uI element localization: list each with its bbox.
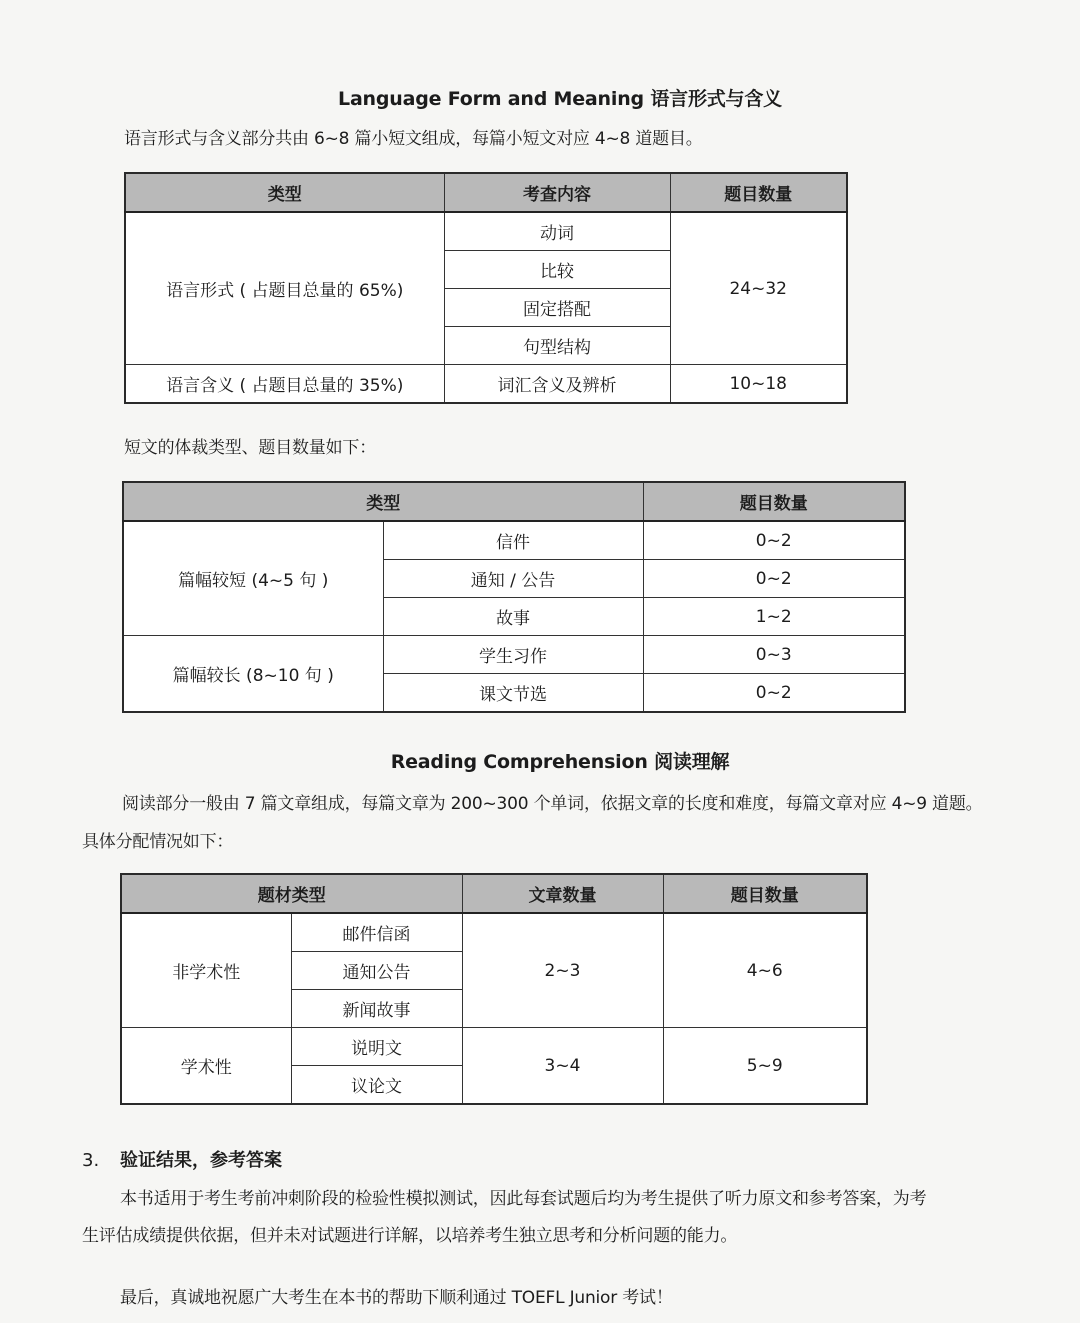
cell-genre: 课文节选: [383, 674, 643, 713]
table-header-row: [125, 173, 847, 212]
table-row: [123, 521, 905, 560]
cell-form-type: 语言形式 ( 占题目总量的 65%): [125, 212, 444, 365]
table-language-form-meaning: [124, 172, 848, 404]
section-number: 3.: [82, 1150, 100, 1171]
section-intro-language-form: 语言形式与含义部分共由 6~8 篇小短文组成，每篇小短文对应 4~8 道题目。: [124, 129, 703, 149]
section-title-language-form: Language Form and Meaning 语言形式与含义: [338, 88, 782, 110]
cell-meaning-count: 10~18: [670, 365, 847, 404]
cell-genre-item: 邮件信函: [291, 913, 462, 952]
cell-form-item: 比较: [444, 251, 670, 289]
genre-intro: 短文的体裁类型、题目数量如下：: [124, 438, 376, 458]
cell-academic-questions: 5~9: [663, 1028, 867, 1105]
header-questions: 题目数量: [663, 874, 867, 913]
table-genre-count: [122, 481, 906, 713]
cell-count: 0~2: [643, 521, 905, 560]
cell-genre: 通知 / 公告: [383, 560, 643, 598]
cell-academic-label: 学术性: [121, 1028, 291, 1105]
cell-nonacademic-questions: 4~6: [663, 913, 867, 1028]
cell-nonacademic-label: 非学术性: [121, 913, 291, 1028]
verification-para-line1: 本书适用于考生考前冲刺阶段的检验性模拟测试，因此每套试题后均为考生提供了听力原文和参考答案，为考: [120, 1189, 927, 1209]
cell-academic-articles: 3~4: [462, 1028, 663, 1105]
table-row: [123, 636, 905, 674]
cell-form-item: 固定搭配: [444, 289, 670, 327]
header-count: 题目数量: [670, 173, 847, 212]
cell-count: 0~3: [643, 636, 905, 674]
cell-genre: 学生习作: [383, 636, 643, 674]
section-title-verification: 验证结果，参考答案: [120, 1150, 282, 1171]
cell-genre-item: 议论文: [291, 1066, 462, 1105]
header-articles: 文章数量: [462, 874, 663, 913]
cell-genre-item: 通知公告: [291, 952, 462, 990]
table-row: [121, 1028, 867, 1066]
cell-form-item: 句型结构: [444, 327, 670, 365]
table-row: [125, 212, 847, 251]
table-reading-distribution: [120, 873, 868, 1105]
header-count: 题目数量: [643, 482, 905, 521]
section-title-reading: Reading Comprehension 阅读理解: [390, 751, 730, 773]
reading-intro-line1: 阅读部分一般由 7 篇文章组成，每篇文章为 200~300 个单词，依据文章的长度和难度，每篇文章对应 4~9 道题。: [122, 794, 983, 814]
cell-count: 0~2: [643, 674, 905, 713]
cell-short-label: 篇幅较短 (4~5 句 ): [123, 521, 383, 636]
table-row: [121, 913, 867, 952]
table-header-row: [121, 874, 867, 913]
cell-count: 0~2: [643, 560, 905, 598]
cell-long-label: 篇幅较长 (8~10 句 ): [123, 636, 383, 713]
cell-genre-item: 说明文: [291, 1028, 462, 1066]
cell-genre: 信件: [383, 521, 643, 560]
table-row: [125, 365, 847, 404]
header-content: 考查内容: [444, 173, 670, 212]
table-header-row: [123, 482, 905, 521]
reading-intro-line2: 具体分配情况如下：: [82, 832, 234, 852]
header-type: 类型: [123, 482, 643, 521]
cell-count: 1~2: [643, 598, 905, 636]
closing-paragraph: 最后，真诚地祝愿广大考生在本书的帮助下顺利通过 TOEFL Junior 考试！: [120, 1288, 673, 1308]
cell-genre: 故事: [383, 598, 643, 636]
cell-nonacademic-articles: 2~3: [462, 913, 663, 1028]
cell-meaning-item: 词汇含义及辨析: [444, 365, 670, 404]
header-type: 类型: [125, 173, 444, 212]
verification-para-line2: 生评估成绩提供依据，但并未对试题进行详解，以培养考生独立思考和分析问题的能力。: [82, 1226, 738, 1246]
cell-form-item: 动词: [444, 212, 670, 251]
header-genre: 题材类型: [121, 874, 462, 913]
cell-meaning-type: 语言含义 ( 占题目总量的 35%): [125, 365, 444, 404]
cell-form-count: 24~32: [670, 212, 847, 365]
cell-genre-item: 新闻故事: [291, 990, 462, 1028]
